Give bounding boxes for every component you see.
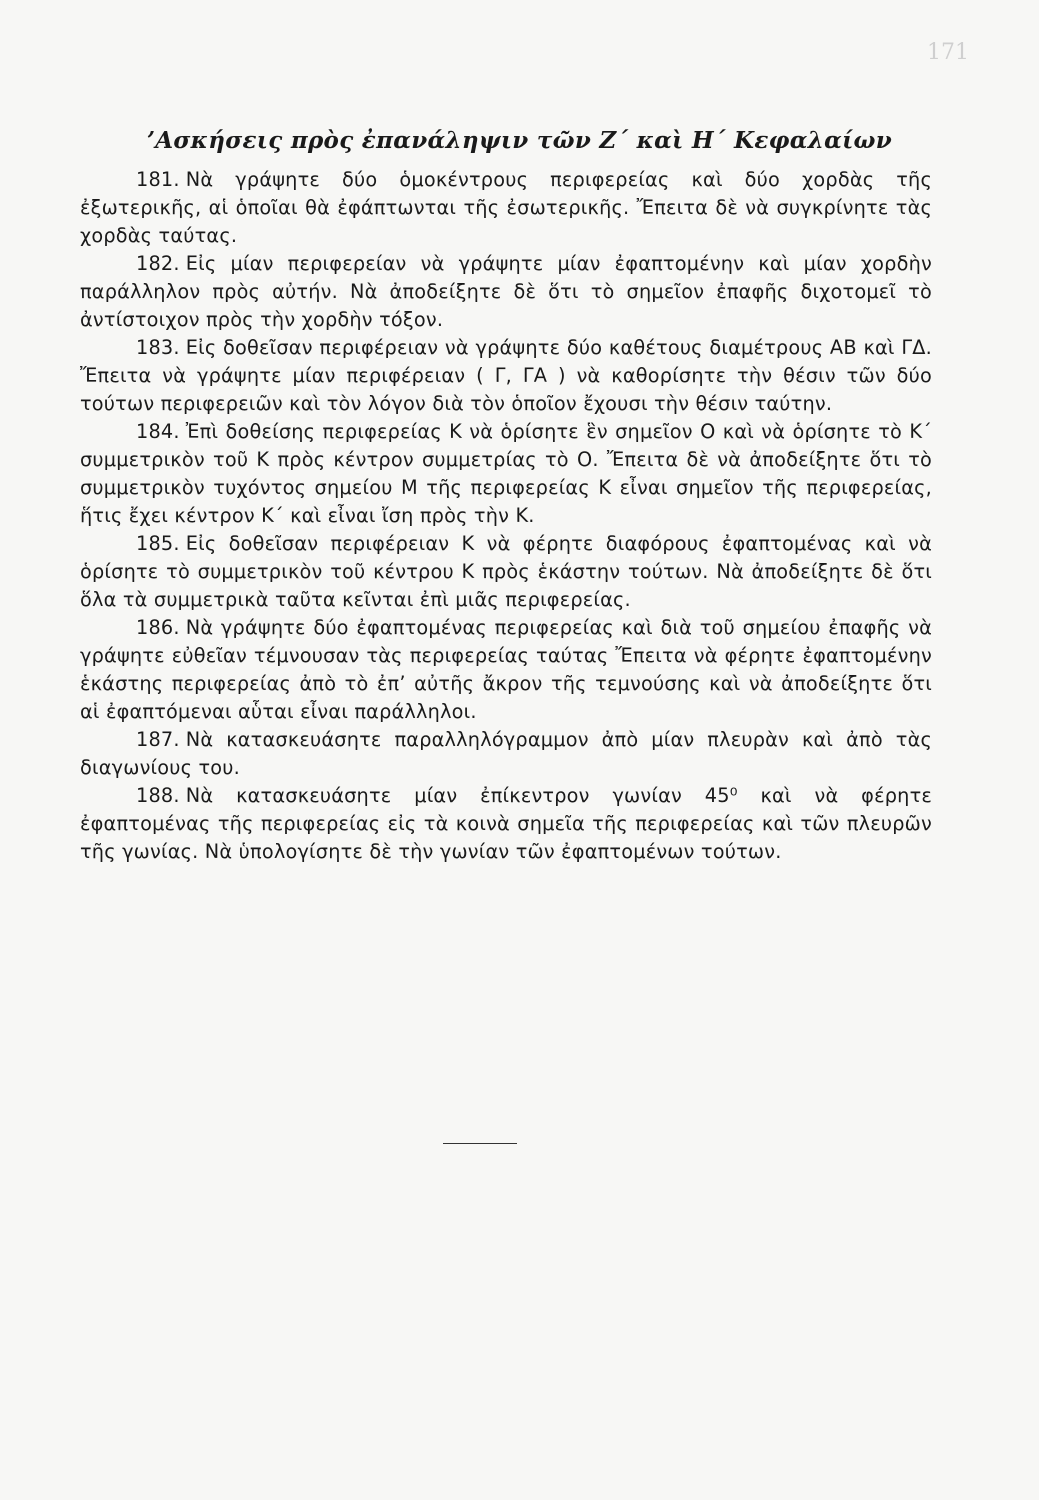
exercise-183	[80, 334, 932, 418]
exercise-number: 183.	[136, 336, 180, 359]
exercise-list	[80, 166, 932, 866]
exercise-number: 181.	[136, 168, 180, 191]
exercise-text: Νὰ κατασκευάσητε μίαν ἐπίκεντρον γωνίαν 45⁰ καὶ νὰ φέρητε ἐφαπτομένας τῆς περιφερείας εἰς τὰ κοινὰ σημεῖα τῆς περιφερείας καὶ τῶν πλευρῶν τῆς γωνίας. Νὰ ὑπολογίσητε δὲ τὴν γωνίαν τῶν ἐφαπτομένων τούτων.	[80, 784, 932, 863]
exercise-186	[80, 614, 932, 726]
page-title: ’Ασκήσεις πρὸς ἐπανάληψιν τῶν Ζ΄ καὶ Η΄ Κεφαλαίων	[146, 127, 893, 155]
exercise-number: 185.	[136, 532, 180, 555]
exercise-text: Εἰς μίαν περιφερείαν νὰ γράψητε μίαν ἐφαπτομένην καὶ μίαν χορδὴν παράλληλον πρὸς αὐτήν. Νὰ ἀποδείξητε δὲ ὅτι τὸ σημεῖον ἐπαφῆς διχοτομεῖ τὸ ἀντίστοιχον πρὸς τὴν χορδὴν τόξον.	[80, 252, 932, 331]
exercise-188	[80, 782, 932, 866]
exercise-text: Νὰ κατασκευάσητε παραλληλόγραμμον ἀπὸ μίαν πλευρὰν καὶ ἀπὸ τὰς διαγωνίους του.	[80, 728, 932, 779]
exercise-number: 187.	[136, 728, 180, 751]
exercise-number: 186.	[136, 616, 180, 639]
exercise-text: Νὰ γράψητε δύο ἐφαπτομένας περιφερείας καὶ διὰ τοῦ σημείου ἐπαφῆς νὰ γράψητε εὐθεῖαν τέμνουσαν τὰς περιφερείας ταύτας Ἔπειτα νὰ φέρητε ἐφαπτομένην ἑκάστης περιφερείας ἀπὸ τὸ ἐπ’ αὐτῆς ἄκρον τῆς τεμνούσης καὶ νὰ ἀποδείξητε ὅτι αἱ ἐφαπτόμεναι αὗται εἶναι παράλληλοι.	[80, 616, 932, 723]
exercise-182	[80, 250, 932, 334]
exercise-184	[80, 418, 932, 530]
exercise-text: Ἐπὶ δοθείσης περιφερείας Κ νὰ ὁρίσητε ἓν σημεῖον Ο καὶ νὰ ὁρίσητε τὸ Κ΄ συμμετρικὸν τοῦ Κ πρὸς κέντρον συμμετρίας τὸ Ο. Ἔπειτα δὲ νὰ ἀποδείξητε ὅτι τὸ συμμετρικὸν τυχόντος σημείου Μ τῆς περιφερείας Κ εἶναι σημεῖον τῆς περιφερείας, ἥτις ἔχει κέντρον Κ΄ καὶ εἶναι ἴση πρὸς τὴν Κ.	[80, 420, 932, 527]
section-divider	[443, 1143, 517, 1144]
page-number: 171	[927, 40, 969, 65]
exercise-text: Εἰς δοθεῖσαν περιφέρειαν νὰ γράψητε δύο καθέτους διαμέτρους ΑΒ καὶ ΓΔ. Ἔπειτα νὰ γράψητε μίαν περιφέρειαν ( Γ, ΓΑ ) νὰ καθορίσητε τὴν θέσιν τῶν δύο τούτων περιφερειῶν καὶ τὸν λόγον διὰ τὸν ὁποῖον ἔχουσι τὴν θέσιν ταύτην.	[80, 336, 932, 415]
exercise-text: Νὰ γράψητε δύο ὁμοκέντρους περιφερείας καὶ δύο χορδὰς τῆς ἐξωτερικῆς, αἱ ὁποῖαι θὰ ἐφάπτωνται τῆς ἐσωτερικῆς. Ἔπειτα δὲ νὰ συγκρίνητε τὰς χορδὰς ταύτας.	[80, 168, 932, 247]
exercise-number: 184.	[136, 420, 180, 443]
exercise-number: 188.	[136, 784, 180, 807]
exercise-181	[80, 166, 932, 250]
exercise-187	[80, 726, 932, 782]
exercise-number: 182.	[136, 252, 180, 275]
exercise-185	[80, 530, 932, 614]
exercise-text: Εἰς δοθεῖσαν περιφέρειαν Κ νὰ φέρητε διαφόρους ἐφαπτομένας καὶ νὰ ὁρίσητε τὸ συμμετρικὸν τοῦ κέντρου Κ πρὸς ἑκάστην τούτων. Νὰ ἀποδείξητε δὲ ὅτι ὅλα τὰ συμμετρικὰ ταῦτα κεῖνται ἐπὶ μιᾶς περιφερείας.	[80, 532, 932, 611]
